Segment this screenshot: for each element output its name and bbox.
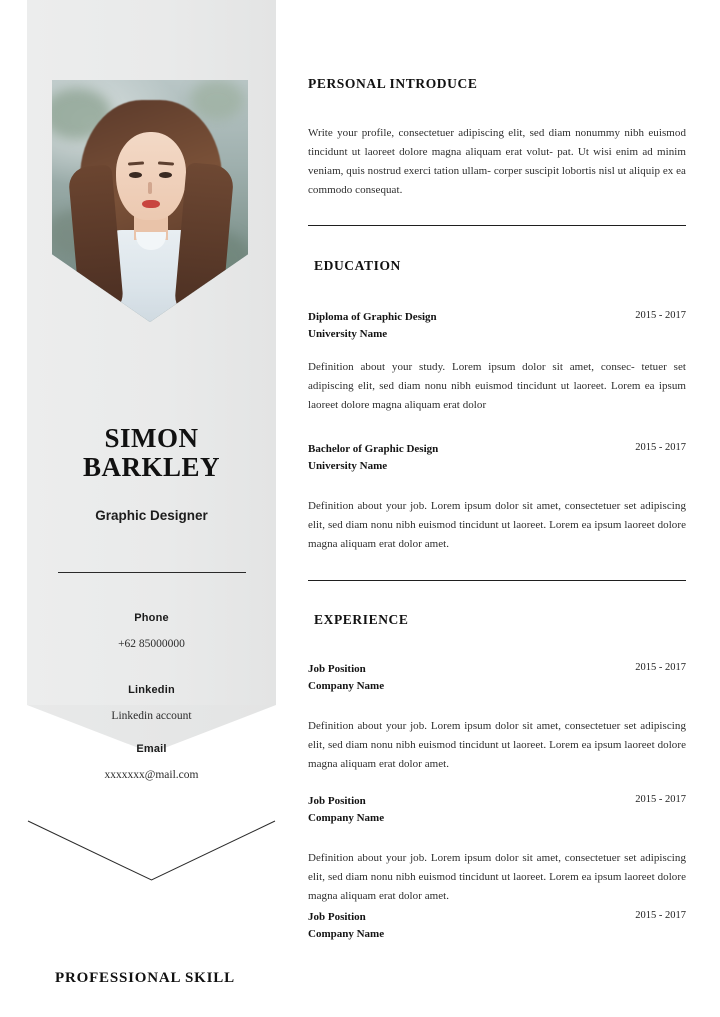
- contact-linkedin-value[interactable]: Linkedin account: [111, 710, 192, 722]
- contact-linkedin-label: Linkedin: [128, 684, 175, 696]
- contact-email-label: Email: [136, 743, 167, 755]
- section-title-experience: EXPERIENCE: [314, 612, 409, 627]
- experience-date: 2015 - 2017: [635, 794, 686, 805]
- education-degree: Bachelor of Graphic Design: [308, 443, 439, 455]
- contact-email-value[interactable]: xxxxxxx@mail.com: [104, 769, 199, 781]
- sidebar-divider: [58, 572, 246, 573]
- education-school: University Name: [308, 460, 388, 473]
- candidate-name: [27, 424, 276, 482]
- experience-company: Company Name: [308, 680, 385, 693]
- personal-introduce-paragraph: Write your profile, consectetuer adipiscing elit, sed diam nonummy nibh euismod tincidunt ut laoreet dolore magna aliquam erat volut- pat. Ut wisi enim ad minim veniam, quis nostrud exerci tation ullam- corper suscipit lobortis nisl ut aliquip ex ea commodo consequat.: [308, 127, 686, 196]
- experience-company: Company Name: [308, 928, 385, 941]
- portrait-eye: [159, 172, 172, 178]
- experience-date: 2015 - 2017: [635, 910, 686, 921]
- portrait-lips: [142, 200, 160, 208]
- contact-linkedin: [27, 684, 276, 722]
- experience-entry-heading: [308, 661, 384, 695]
- experience-company: Company Name: [308, 812, 385, 825]
- education-date: 2015 - 2017: [635, 310, 686, 321]
- education-date: 2015 - 2017: [635, 442, 686, 453]
- portrait-nose: [148, 182, 152, 194]
- experience-description: Definition about your job. Lorem ipsum dolor sit amet, consectetuer set adipiscing elit, sed diam nonu nibh euismod tincidunt ut laoreet. Lorem ea ipsum laoreet dolore magna aliquam erat dolor amet.: [308, 852, 686, 902]
- section-divider: [308, 580, 686, 581]
- education-entry: [308, 309, 686, 343]
- section-title-professional-skill: PROFESSIONAL SKILL: [55, 970, 235, 986]
- experience-position: Job Position: [308, 795, 366, 807]
- experience-position: Job Position: [308, 663, 366, 675]
- decorative-chevron-outline: [27, 820, 276, 882]
- candidate-first-name: SIMON: [104, 423, 199, 453]
- contact-phone-value: +62 85000000: [118, 638, 185, 650]
- education-entry-heading: [308, 441, 438, 475]
- candidate-last-name: BARKLEY: [82, 452, 221, 483]
- education-description: Definition about your study. Lorem ipsum dolor sit amet, consec- tetuer set adipiscing elit, sed diam nonu nibh euismod tincidunt ut laoreet. Lorem ea ipsum laoreet dolore magna aliquam erat dolor: [308, 361, 686, 411]
- education-description: Definition about your job. Lorem ipsum dolor sit amet, consectetuer set adipiscing elit, sed diam nonu nibh euismod tincidunt ut laoreet. Lorem ea ipsum laoreet dolore magna aliquam erat dolor amet.: [308, 500, 686, 550]
- experience-date: 2015 - 2017: [635, 662, 686, 673]
- contact-phone: [27, 612, 276, 650]
- section-divider: [308, 225, 686, 226]
- foliage-blob: [190, 80, 244, 120]
- education-entry-heading: [308, 309, 437, 343]
- experience-entry: [308, 661, 686, 695]
- education-degree: Diploma of Graphic Design: [308, 311, 437, 323]
- contact-email: [27, 743, 276, 781]
- experience-entry-heading: [308, 909, 384, 943]
- experience-entry-heading: [308, 793, 384, 827]
- candidate-job-title: Graphic Designer: [95, 508, 208, 523]
- education-school: University Name: [308, 328, 388, 341]
- experience-entry: [308, 909, 686, 943]
- experience-description: Definition about your job. Lorem ipsum dolor sit amet, consectetuer set adipiscing elit, sed diam nonu nibh euismod tincidunt ut laoreet. Lorem ea ipsum laoreet dolore magna aliquam erat dolor amet.: [308, 720, 686, 770]
- section-title-personal-introduce: PERSONAL INTRODUCE: [308, 76, 478, 91]
- section-title-education: EDUCATION: [314, 258, 401, 273]
- experience-position: Job Position: [308, 911, 366, 923]
- contact-phone-label: Phone: [134, 612, 169, 624]
- experience-entry: [308, 793, 686, 827]
- education-entry: [308, 441, 686, 475]
- portrait-eye: [129, 172, 142, 178]
